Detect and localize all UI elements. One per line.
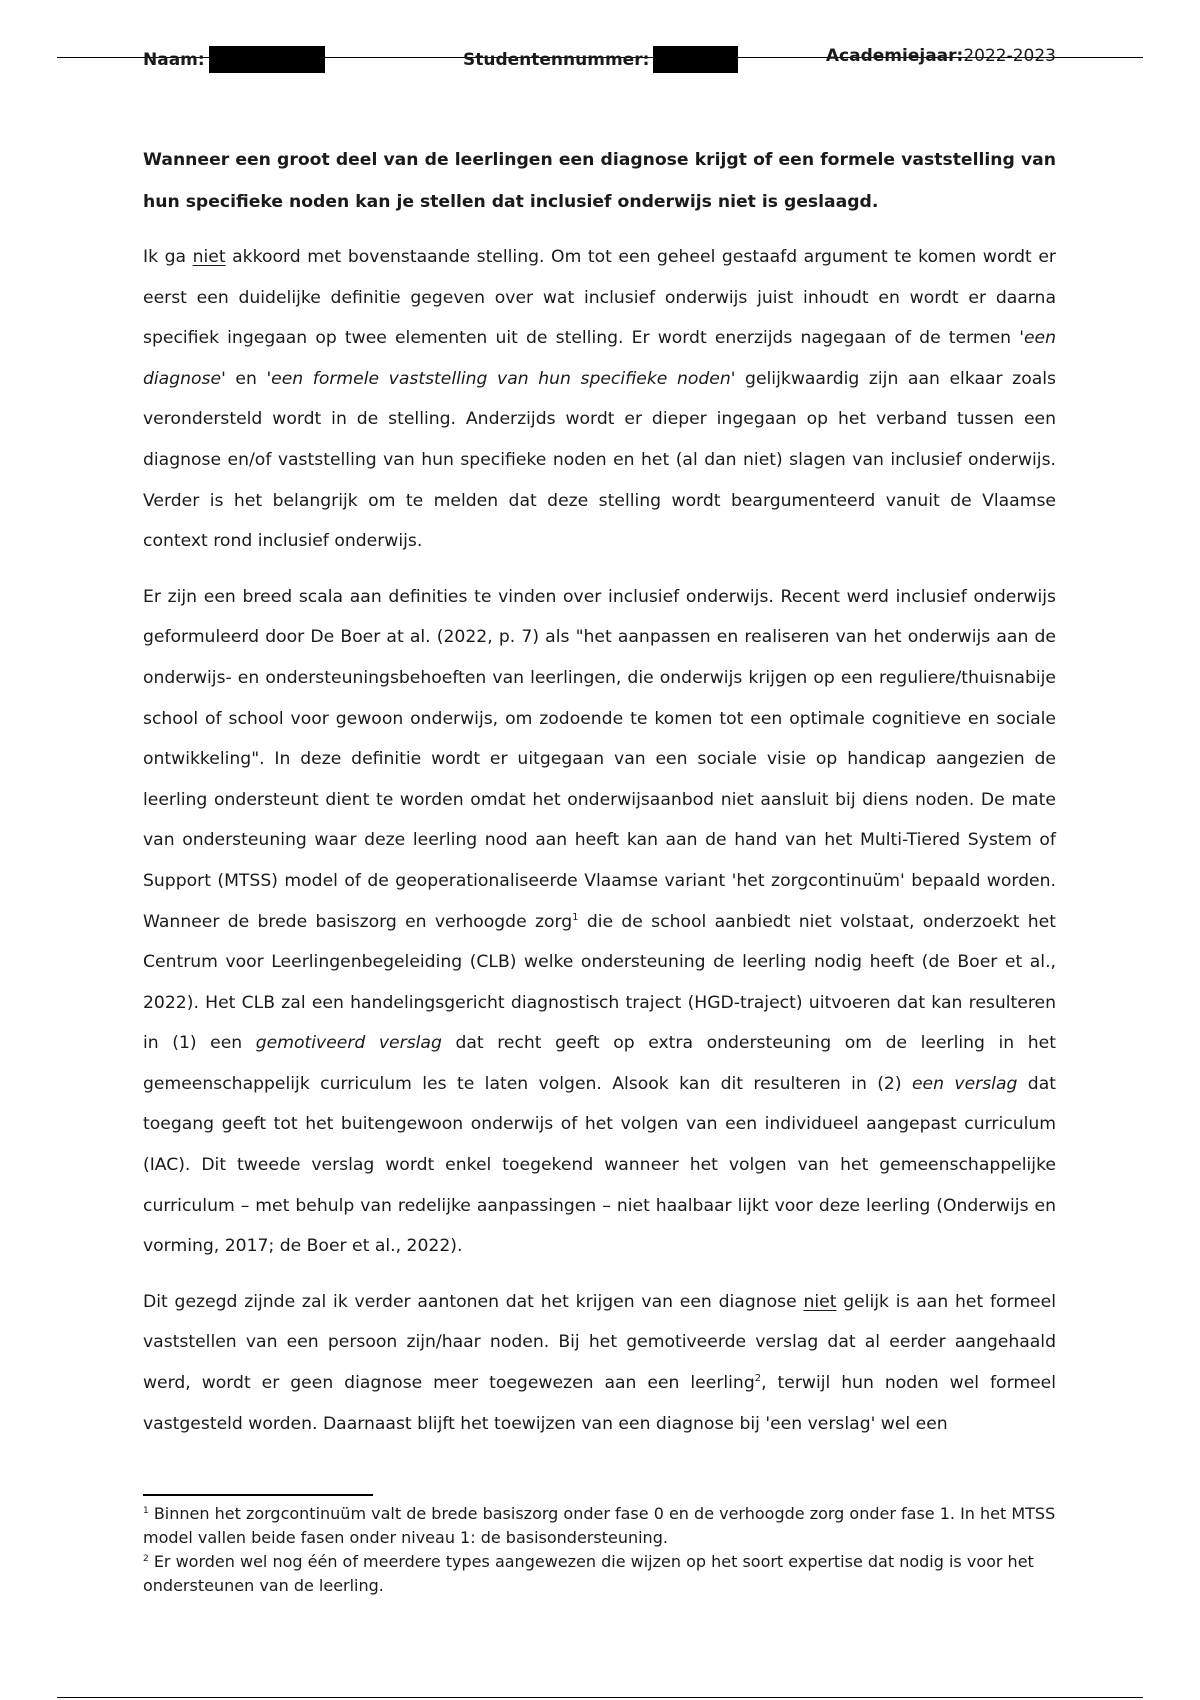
footnote-mark: 1: [143, 1506, 149, 1516]
student-number-redaction: [653, 46, 738, 73]
footnote-1: [143, 1502, 1056, 1550]
footnote-text: Binnen het zorgcontinuüm valt de brede basiszorg onder fase 0 en de verhoogde zorg onder fase 1. In het MTSS model vallen beide fasen onder niveau 1: de basisondersteuning.: [143, 1504, 1056, 1547]
student-number-label: Studentennummer:: [463, 49, 650, 70]
footer-rule: [57, 1697, 1143, 1698]
page-title: Wanneer een groot deel van de leerlingen een diagnose krijgt of een formele vaststelling van hun specifieke noden kan je stellen dat inclusief onderwijs niet is geslaagd.: [143, 150, 1056, 212]
name-field: [143, 46, 325, 73]
name-label: Naam:: [143, 49, 205, 70]
academic-year-field: [826, 46, 1056, 66]
italic-term: een verslag: [911, 1073, 1018, 1094]
footnote-separator: [143, 1494, 373, 1496]
footnote-text: Er worden wel nog één of meerdere types aangewezen die wijzen op het soort expertise dat nodig is voor het ondersteunen van de leerling.: [143, 1552, 1034, 1595]
italic-term: 'een formele vaststelling van hun specifieke noden': [266, 368, 736, 389]
footnote-ref-1: 1: [572, 911, 579, 923]
academic-year-label: Academiejaar:: [825, 46, 964, 66]
footnote-2: [143, 1550, 1056, 1598]
footnote-ref-2: 2: [754, 1373, 762, 1385]
footnote-mark: 2: [143, 1554, 149, 1564]
underlined-word: niet: [192, 247, 226, 267]
italic-term: gemotiveerd verslag: [255, 1033, 442, 1054]
name-redaction: [209, 46, 325, 73]
underlined-word: niet: [803, 1291, 837, 1312]
paragraph-2: Er zijn een breed scala aan definities te vinden over inclusief onderwijs. Recent werd inclusief onderwijs geformuleerd door De Boer at al. (2022, p. 7) als "het aanpassen en realiseren van het onderwijs aan de onderwijs- en ondersteuningsbehoeften van leerlingen, die onderwijs krijgen op een reguliere/thuisnabije school of school voor gewoon onderwijs, om zodoende te komen tot een optimale cognitieve en sociale ontwikkeling". In deze definitie wordt er uitgegaan van een sociale visie op handicap aangezien de leerling ondersteunt dient te worden omdat het onderwijsaanbod niet aansluit bij diens noden. De mate van ondersteuning waar deze leerling nood aan heeft kan aan de hand van het Multi-Tiered System of Support (MTSS) model of de geoperationaliseerde Vlaamse variant 'het zorgcontinuüm' bepaald worden. Wanneer de brede basiszorg en verhoogde zorg$^1$ die de school aanbiedt niet volstaat, onderzoekt het Centrum voor Leerlingenbegeleiding (CLB) welke ondersteuning de leerling nodig heeft (de Boer et al., 2022). Het CLB zal een handelingsgericht diagnostisch traject (HGD-traject) uitvoeren dat kan resulteren in (1) een gemotiveerd verslag dat recht geeft op extra ondersteuning om de leerling in het gemeenschappelijk curriculum les te laten volgen. Alsook kan dit resulteren in (2) een verslag dat toegang geeft tot het buitengewoon onderwijs of het volgen van een individueel aangepast curriculum (IAC). Dit tweede verslag wordt enkel toegekend wanneer het volgen van het gemeenschappelijke curriculum – met behulp van redelijke aanpassingen – niet haalbaar lijkt voor deze leerling (Onderwijs en vorming, 2017; de Boer et al., 2022).: [143, 586, 1056, 1257]
student-number-field: [463, 46, 738, 73]
document-body: [143, 139, 1056, 1459]
footnotes: [143, 1502, 1056, 1598]
italic-term: 'een diagnose': [143, 328, 1056, 389]
paragraph-1: Ik ga niet akkoord met bovenstaande stelling. Om tot een geheel gestaafd argument te komen wordt er eerst een duidelijke definitie gegeven over wat inclusief onderwijs juist inhoudt en wordt er daarna specifiek ingegaan op twee elementen uit de stelling. Er wordt enerzijds nagegaan of de termen 'een diagnose' en 'een formele vaststelling van hun specifieke noden' gelijkwaardig zijn aan elkaar zoals verondersteld wordt in de stelling. Anderzijds wordt er dieper ingegaan op het verband tussen een diagnose en/of vaststelling van hun specifieke noden en het (al dan niet) slagen van inclusief onderwijs. Verder is het belangrijk om te melden dat deze stelling wordt beargumenteerd vanuit de Vlaamse context rond inclusief onderwijs.: [143, 247, 1056, 552]
page-header: [143, 46, 1056, 70]
paragraph-3: Dit gezegd zijnde zal ik verder aantonen dat het krijgen van een diagnose niet gelijk is aan het formeel vaststellen van een persoon zijn/haar noden. Bij het gemotiveerde verslag dat al eerder aangehaald werd, wordt er geen diagnose meer toegewezen aan een leerling$^2$, terwijl hun noden wel formeel vastgesteld worden. Daarnaast blijft het toewijzen van een diagnose bij 'een verslag' wel een: [143, 1291, 1056, 1434]
academic-year-value: 2022-2023: [963, 46, 1056, 66]
